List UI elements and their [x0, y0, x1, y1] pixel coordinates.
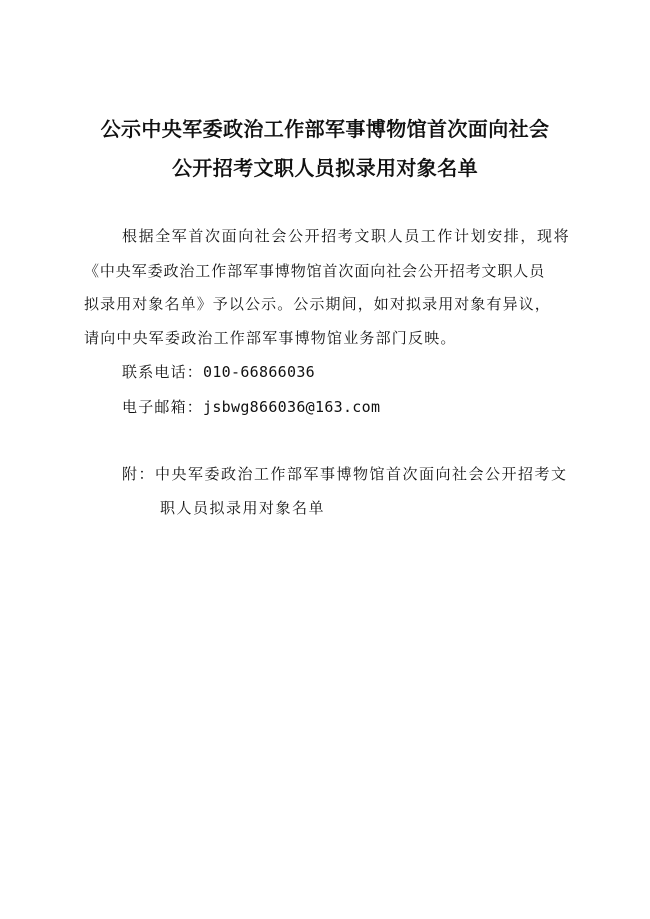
contact-email-row [122, 397, 380, 417]
body-paragraph-line-3: 拟录用对象名单》予以公示。公示期间，如对拟录用对象有异议， [84, 295, 551, 313]
email-address: jsbwg866036@163.com [203, 398, 381, 416]
document-title-line-2: 公开招考文职人员拟录用对象名单 [172, 156, 478, 180]
attachment-title-line-2: 职人员拟录用对象名单 [160, 499, 326, 517]
email-label: 电子邮箱： [122, 398, 204, 416]
body-paragraph-line-1: 根据全军首次面向社会公开招考文职人员工作计划安排，现将 [122, 227, 571, 245]
body-paragraph-line-2: 《中央军委政治工作部军事博物馆首次面向社会公开招考文职人员 [84, 262, 546, 280]
contact-phone-row [122, 362, 315, 382]
attachment-row-1 [122, 464, 568, 484]
document-title-line-1: 公示中央军委政治工作部军事博物馆首次面向社会 [100, 117, 550, 141]
attachment-title-line-1: 中央军委政治工作部军事博物馆首次面向社会公开招考文 [155, 465, 568, 483]
phone-number: 010-66866036 [203, 363, 315, 381]
attachment-label: 附： [122, 465, 156, 483]
phone-label: 联系电话： [122, 363, 204, 381]
body-paragraph-line-4: 请向中央军委政治工作部军事博物馆业务部门反映。 [84, 329, 457, 347]
